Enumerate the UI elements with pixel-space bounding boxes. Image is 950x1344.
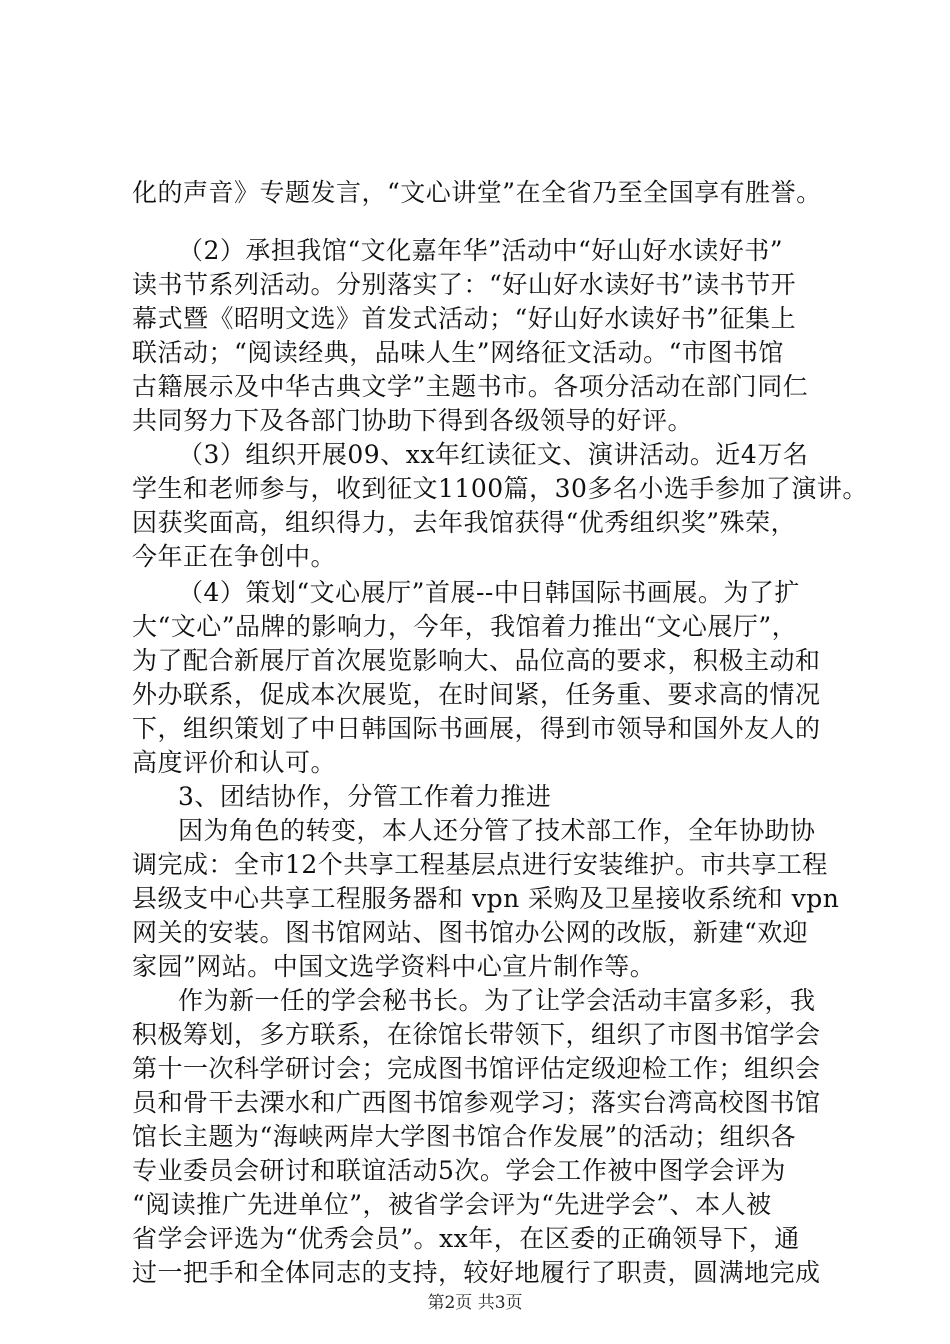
text-line: 员和骨干去溧水和广西图书馆参观学习；落实台湾高校图书馆 (132, 1088, 821, 1117)
text-line: 因获奖面高，组织得力，去年我馆获得“优秀组织奖”殊荣， (132, 508, 797, 537)
text-line: 共同努力下及各部门协助下得到各级领导的好评。 (132, 406, 694, 435)
text-line: 作为新一任的学会秘书长。为了让学会活动丰富多彩，我 (178, 986, 816, 1015)
text-line: 省学会评选为“优秀会员”。xx年，在区委的正确领导下，通 (132, 1224, 800, 1253)
text-line: 大“文心”品牌的影响力，今年，我馆着力推出“文心展厅”， (132, 612, 798, 641)
text-line: “阅读推广先进单位”，被省学会评为“先进学会”、本人被 (132, 1190, 772, 1219)
text-line: 专业委员会研讨和联谊活动5次。学会工作被中图学会评为 (132, 1156, 786, 1185)
page-number-footer: 第2页 共3页 (427, 1293, 523, 1313)
text-line: 外办联系，促成本次展览，在时间紧，任务重、要求高的情况 (132, 680, 821, 709)
text-line: 积极筹划，多方联系，在徐馆长带领下，组织了市图书馆学会 (132, 1020, 821, 1049)
text-line: 过一把手和全体同志的支持，较好地履行了职责，圆满地完成 (132, 1258, 821, 1287)
text-line: 调完成：全市12个共享工程基层点进行安装维护。市共享工程 (132, 850, 828, 879)
text-line: 家园”网站。中国文选学资料中心宣片制作等。 (132, 952, 656, 981)
text-line: 今年正在争创中。 (132, 542, 337, 571)
text-line: （4）策划“文心展厅”首展--中日韩国际书画展。为了扩 (178, 578, 800, 607)
text-line: 因为角色的转变，本人还分管了技术部工作，全年协助协 (178, 816, 816, 845)
text-line: 下，组织策划了中日韩国际书画展，得到市领导和国外友人的 (132, 714, 821, 743)
text-line: 读书节系列活动。分别落实了：“好山好水读好书”读书节开 (132, 270, 797, 299)
section-heading: 3、团结协作，分管工作着力推进 (178, 782, 552, 811)
text-line: 学生和老师参与，收到征文1100篇，30多名小选手参加了演讲。 (132, 474, 868, 503)
text-line: （2）承担我馆“文化嘉年华”活动中“好山好水读好书” (178, 236, 784, 265)
text-line: 高度评价和认可。 (132, 748, 337, 777)
text-line: 化的声音》专题发言，“文心讲堂”在全省乃至全国享有胜誉。 (132, 178, 822, 207)
text-line: 古籍展示及中华古典文学”主题书市。各项分活动在部门同仁 (132, 372, 809, 401)
text-line: 为了配合新展厅首次展览影响大、品位高的要求，积极主动和 (132, 646, 821, 675)
text-line: 联活动；“阅读经典，品味人生”网络征文活动。“市图书馆 (132, 338, 784, 367)
text-line: （3）组织开展09、xx年红读征文、演讲活动。近4万名 (178, 440, 809, 469)
text-line: 县级支中心共享工程服务器和 vpn 采购及卫星接收系统和 vpn (132, 884, 840, 913)
text-line: 网关的安装。图书馆网站、图书馆办公网的改版，新建“欢迎 (132, 918, 809, 947)
text-line: 幕式暨《昭明文选》首发式活动；“好山好水读好书”征集上 (132, 304, 797, 333)
text-line: 第十一次科学研讨会；完成图书馆评估定级迎检工作；组织会 (132, 1054, 821, 1083)
text-line: 馆长主题为“海峡两岸大学图书馆合作发展”的活动；组织各 (132, 1122, 797, 1151)
